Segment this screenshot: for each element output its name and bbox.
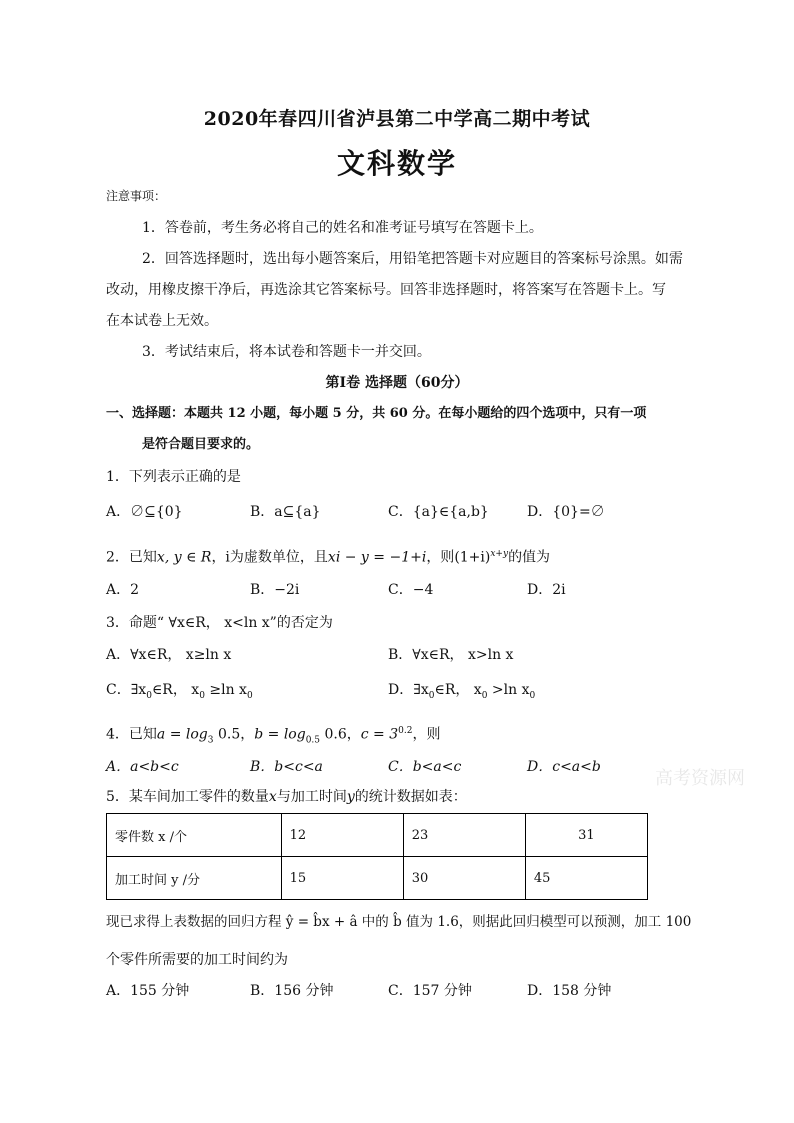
section-heading-line-1: 一、选择题：本题共 12 小题，每小题 5 分，共 60 分。在每小题给的四个选项中，只有一项 <box>106 406 647 421</box>
q1-option-d: D．{0}=∅ <box>527 504 605 520</box>
q2-stem-pre: 2．已知 <box>106 549 157 566</box>
q2-stem-eq: xi − y = −1+i <box>327 549 427 566</box>
q4-option-b: B．b<c<a <box>250 759 323 775</box>
q4-sep2: ， <box>346 726 361 743</box>
q1-stem: 1．下列表示正确的是 <box>106 469 241 485</box>
q5-stem-pre: 5．某车间加工零件的数量 <box>106 789 269 805</box>
q4-a-eq: a = log <box>156 726 208 743</box>
q5-stem-x: x <box>268 789 277 805</box>
q5-option-c: C．157 分钟 <box>388 983 472 999</box>
q4-b-eq: b = log <box>254 726 306 743</box>
q3-option-b: B．∀x∈R， x>ln x <box>388 647 514 663</box>
q4-a-val: 0.5 <box>213 726 241 743</box>
notice-item-2-line-2: 改动，用橡皮擦干净后，再选涂其它答案标号。回答非选择题时，将答案写在答题卡上。写 <box>106 282 666 298</box>
q2-stem-mid2: ，则 <box>426 549 455 566</box>
table-cell: 15 <box>281 857 403 900</box>
q3-d-mid2: >ln x <box>487 682 530 698</box>
table-cell: 加工时间 y /分 <box>107 857 282 900</box>
q3-c-sub: 0 <box>146 690 152 701</box>
q4-option-a: A．a<b<c <box>106 759 179 775</box>
part1-heading: 第Ⅰ卷 选择题（60分） <box>325 375 469 391</box>
q4-a-sub: 3 <box>207 735 214 746</box>
q4-c-eq: c = 3 <box>360 726 399 743</box>
q4-c-sup: 0.2 <box>398 726 413 736</box>
q3-stem: 3．命题“ ∀x∈R， x<ln x”的否定为 <box>106 615 333 631</box>
q2-option-c: C．−4 <box>388 582 434 598</box>
q5-option-b: B．156 分钟 <box>250 983 334 999</box>
notice-item-3: 3．考试结束后，将本试卷和答题卡一并交回。 <box>142 344 431 360</box>
q5-text-line-1: 现已求得上表数据的回归方程 ŷ = b̂x + â 中的 b̂ 值为 1.6，则据此回归模型可以预测，加工 100 <box>106 914 692 930</box>
q3-c-sub2: 0 <box>199 690 205 701</box>
table-cell: 零件数 x /个 <box>107 814 282 857</box>
q1-option-b: B．a⊆{a} <box>250 504 321 520</box>
watermark: 高考资源网 <box>655 768 745 789</box>
q3-d-pre: D．∃x <box>388 682 429 698</box>
q3-c-mid: ∈R， x <box>151 682 200 698</box>
q4-b-sub: 0.5 <box>305 735 321 746</box>
q2-stem <box>106 544 550 568</box>
q5-stem <box>106 787 467 807</box>
q5-stem-end: 的统计数据如表： <box>354 789 467 805</box>
q3-d-sub: 0 <box>428 690 435 701</box>
q2-option-d: D．2i <box>527 582 566 598</box>
exam-title: 2020年春四川省泸县第二中学高二期中考试 <box>203 108 591 130</box>
q4-sep1: ， <box>240 726 255 743</box>
q3-c-sub3: 0 <box>246 690 253 701</box>
table-cell: 31 <box>525 814 647 857</box>
q3-d-sub2: 0 <box>481 690 488 701</box>
q3-d-sub3: 0 <box>529 690 536 701</box>
q3-c-pre: C．∃x <box>106 682 147 698</box>
q3-option-d <box>388 680 535 706</box>
table-cell: 30 <box>403 857 525 900</box>
q2-stem-expr: (1+i) <box>454 549 491 566</box>
subject-title: 文科数学 <box>336 147 457 180</box>
table-cell: 12 <box>281 814 403 857</box>
q1-option-a: A．∅⊆{0} <box>106 504 183 520</box>
q5-data-table <box>106 813 648 900</box>
q2-stem-mid: ，i为虚数单位，且 <box>211 549 328 566</box>
notice-item-2-line-3: 在本试卷上无效。 <box>106 313 218 329</box>
notice-item-1: 1．答卷前，考生务必将自己的姓名和准考证号填写在答题卡上。 <box>142 220 543 236</box>
q3-option-a: A．∀x∈R， x≥ln x <box>106 647 232 663</box>
q4-stem <box>106 721 440 750</box>
q1-option-c: C．{a}∈{a,b} <box>388 504 489 520</box>
q4-option-d: D．c<a<b <box>527 759 601 775</box>
notice-heading: 注意事项： <box>106 189 167 203</box>
q5-option-d: D．158 分钟 <box>527 983 612 999</box>
q4-stem-pre: 4．已知 <box>106 726 157 743</box>
q5-stem-mid: 与加工时间 <box>276 789 347 805</box>
table-row <box>107 857 648 900</box>
q2-option-a: A．2 <box>106 582 140 598</box>
q5-stem-y: y <box>346 789 355 805</box>
table-row <box>107 814 648 857</box>
q2-stem-vars: x, y ∈ R <box>156 549 212 566</box>
q2-option-b: B．−2i <box>250 582 300 598</box>
q4-stem-end: ，则 <box>412 726 441 743</box>
q4-b-val: 0.6 <box>320 726 347 743</box>
q2-stem-exp: x+y <box>490 549 509 559</box>
table-cell: 23 <box>403 814 525 857</box>
q3-option-c <box>106 680 253 706</box>
q5-option-a: A．155 分钟 <box>106 983 190 999</box>
q3-c-mid2: ≥ln x <box>204 682 247 698</box>
q3-d-mid: ∈R， x <box>434 682 482 698</box>
q2-stem-end: 的值为 <box>508 549 551 566</box>
q5-text-line-2: 个零件所需要的加工时间约为 <box>106 952 288 968</box>
notice-item-2-line-1: 2．回答选择题时，选出每小题答案后，用铅笔把答题卡对应题目的答案标号涂黑。如需 <box>142 251 683 267</box>
section-heading-line-2: 是符合题目要求的。 <box>142 437 260 452</box>
table-cell: 45 <box>525 857 647 900</box>
q4-option-c: C．b<a<c <box>388 759 462 775</box>
